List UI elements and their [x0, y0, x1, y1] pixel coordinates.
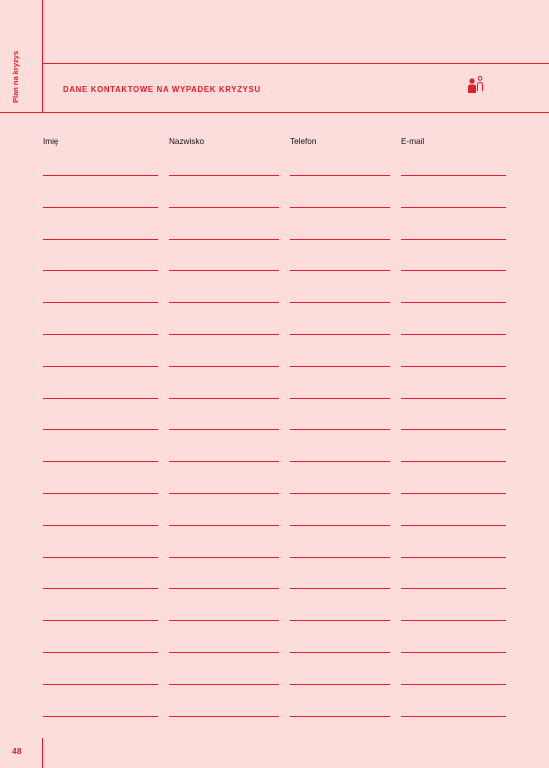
- last-name-entry-line[interactable]: [169, 207, 279, 208]
- phone-entry-line[interactable]: [290, 684, 390, 685]
- last-name-entry-line[interactable]: [169, 525, 279, 526]
- last-name-entry-line[interactable]: [169, 334, 279, 335]
- email-entry-line[interactable]: [401, 493, 506, 494]
- first-name-entry-line[interactable]: [43, 270, 158, 271]
- phone-entry-line[interactable]: [290, 588, 390, 589]
- last-name-entry-line[interactable]: [169, 270, 279, 271]
- contact-person-icon: [466, 75, 486, 95]
- last-name-entry-line[interactable]: [169, 429, 279, 430]
- last-name-entry-line[interactable]: [169, 493, 279, 494]
- email-entry-line[interactable]: [401, 588, 506, 589]
- first-name-entry-line[interactable]: [43, 652, 158, 653]
- phone-entry-line[interactable]: [290, 175, 390, 176]
- column-header-phone: Telefon: [290, 137, 317, 146]
- first-name-entry-line[interactable]: [43, 525, 158, 526]
- first-name-entry-line[interactable]: [43, 620, 158, 621]
- margin-divider-top: [42, 0, 43, 113]
- last-name-entry-line[interactable]: [169, 716, 279, 717]
- email-entry-line[interactable]: [401, 684, 506, 685]
- email-entry-line[interactable]: [401, 398, 506, 399]
- email-entry-line[interactable]: [401, 429, 506, 430]
- first-name-entry-line[interactable]: [43, 716, 158, 717]
- header-rule-top: [42, 63, 549, 64]
- last-name-entry-line[interactable]: [169, 588, 279, 589]
- column-header-last-name: Nazwisko: [169, 137, 205, 146]
- last-name-entry-line[interactable]: [169, 461, 279, 462]
- last-name-entry-line[interactable]: [169, 366, 279, 367]
- email-entry-line[interactable]: [401, 652, 506, 653]
- first-name-entry-line[interactable]: [43, 429, 158, 430]
- first-name-entry-line[interactable]: [43, 334, 158, 335]
- email-entry-line[interactable]: [401, 270, 506, 271]
- email-entry-line[interactable]: [401, 239, 506, 240]
- phone-entry-line[interactable]: [290, 493, 390, 494]
- email-entry-line[interactable]: [401, 175, 506, 176]
- phone-entry-line[interactable]: [290, 398, 390, 399]
- last-name-entry-line[interactable]: [169, 652, 279, 653]
- email-entry-line[interactable]: [401, 716, 506, 717]
- last-name-entry-line[interactable]: [169, 620, 279, 621]
- first-name-entry-line[interactable]: [43, 493, 158, 494]
- email-entry-line[interactable]: [401, 207, 506, 208]
- phone-entry-line[interactable]: [290, 716, 390, 717]
- phone-entry-line[interactable]: [290, 366, 390, 367]
- last-name-entry-line[interactable]: [169, 398, 279, 399]
- first-name-entry-line[interactable]: [43, 207, 158, 208]
- first-name-entry-line[interactable]: [43, 302, 158, 303]
- email-entry-line[interactable]: [401, 557, 506, 558]
- email-entry-line[interactable]: [401, 461, 506, 462]
- phone-entry-line[interactable]: [290, 334, 390, 335]
- email-entry-line[interactable]: [401, 525, 506, 526]
- first-name-entry-line[interactable]: [43, 366, 158, 367]
- phone-entry-line[interactable]: [290, 302, 390, 303]
- column-header-email: E-mail: [401, 137, 425, 146]
- first-name-entry-line[interactable]: [43, 684, 158, 685]
- email-entry-line[interactable]: [401, 334, 506, 335]
- section-title: DANE KONTAKTOWE NA WYPADEK KRYZYSU: [63, 85, 261, 94]
- phone-entry-line[interactable]: [290, 557, 390, 558]
- phone-entry-line[interactable]: [290, 652, 390, 653]
- email-entry-line[interactable]: [401, 366, 506, 367]
- first-name-entry-line[interactable]: [43, 175, 158, 176]
- last-name-entry-line[interactable]: [169, 239, 279, 240]
- phone-entry-line[interactable]: [290, 429, 390, 430]
- first-name-entry-line[interactable]: [43, 557, 158, 558]
- email-entry-line[interactable]: [401, 302, 506, 303]
- column-header-first-name: Imię: [43, 137, 59, 146]
- email-entry-line[interactable]: [401, 620, 506, 621]
- phone-entry-line[interactable]: [290, 270, 390, 271]
- phone-entry-line[interactable]: [290, 620, 390, 621]
- last-name-entry-line[interactable]: [169, 175, 279, 176]
- first-name-entry-line[interactable]: [43, 398, 158, 399]
- first-name-entry-line[interactable]: [43, 461, 158, 462]
- page-number: 48: [12, 746, 22, 756]
- margin-divider-bottom: [42, 738, 43, 768]
- last-name-entry-line[interactable]: [169, 302, 279, 303]
- phone-entry-line[interactable]: [290, 461, 390, 462]
- phone-entry-line[interactable]: [290, 525, 390, 526]
- first-name-entry-line[interactable]: [43, 588, 158, 589]
- phone-entry-line[interactable]: [290, 207, 390, 208]
- last-name-entry-line[interactable]: [169, 557, 279, 558]
- first-name-entry-line[interactable]: [43, 239, 158, 240]
- last-name-entry-line[interactable]: [169, 684, 279, 685]
- phone-entry-line[interactable]: [290, 239, 390, 240]
- sidebar-chapter-label: Plan na kryzys: [11, 50, 20, 103]
- header-rule-bottom: [0, 112, 549, 113]
